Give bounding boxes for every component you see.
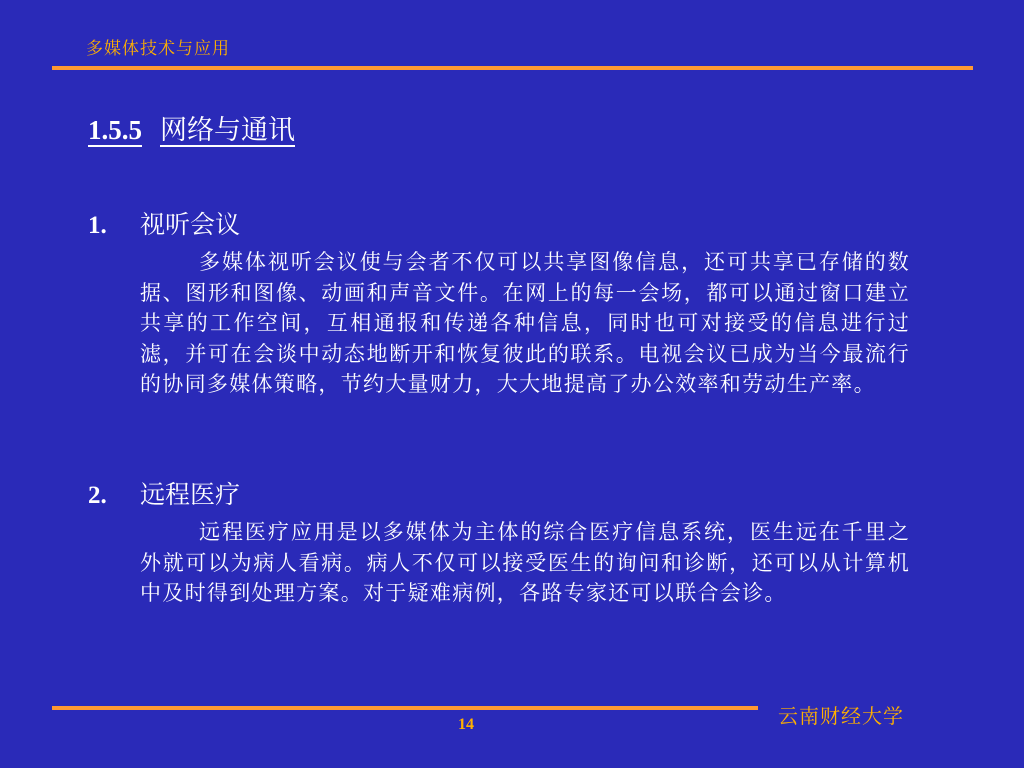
item-title: 视听会议 bbox=[140, 210, 241, 239]
item-number: 2. bbox=[88, 482, 107, 509]
section-title: 网络与通讯 bbox=[160, 115, 295, 146]
header-divider bbox=[52, 66, 973, 70]
page-number: 14 bbox=[458, 716, 474, 733]
item-number: 1. bbox=[88, 212, 107, 239]
section-number: 1.5.5 bbox=[88, 115, 142, 145]
item-title: 远程医疗 bbox=[140, 480, 241, 509]
list-item-video-conference bbox=[88, 208, 918, 400]
footer-divider bbox=[52, 706, 758, 710]
item-body: 远程医疗应用是以多媒体为主体的综合医疗信息系统，医生远在千里之外就可以为病人看病。病人不仅可以接受医生的询问和诊断，还可以从计算机中及时得到处理方案。对于疑难病例，各路专家还可以联合会诊。 bbox=[140, 520, 910, 605]
university-name: 云南财经大学 bbox=[778, 704, 904, 728]
item-heading bbox=[88, 208, 918, 243]
list-item-telemedicine bbox=[88, 478, 918, 609]
item-heading bbox=[88, 478, 918, 513]
course-title: 多媒体技术与应用 bbox=[86, 39, 230, 59]
item-body: 多媒体视听会议使与会者不仅可以共享图像信息，还可共享已存储的数据、图形和图像、动画和声音文件。在网上的每一会场，都可以通过窗口建立共享的工作空间，互相通报和传递各种信息，同时也可对接受的信息进行过滤，并可在会谈中动态地断开和恢复彼此的联系。电视会议已成为当今最流行的协同多媒体策略，节约大量财力，大大地提高了办公效率和劳动生产率。 bbox=[140, 250, 910, 396]
section-heading bbox=[88, 108, 295, 147]
